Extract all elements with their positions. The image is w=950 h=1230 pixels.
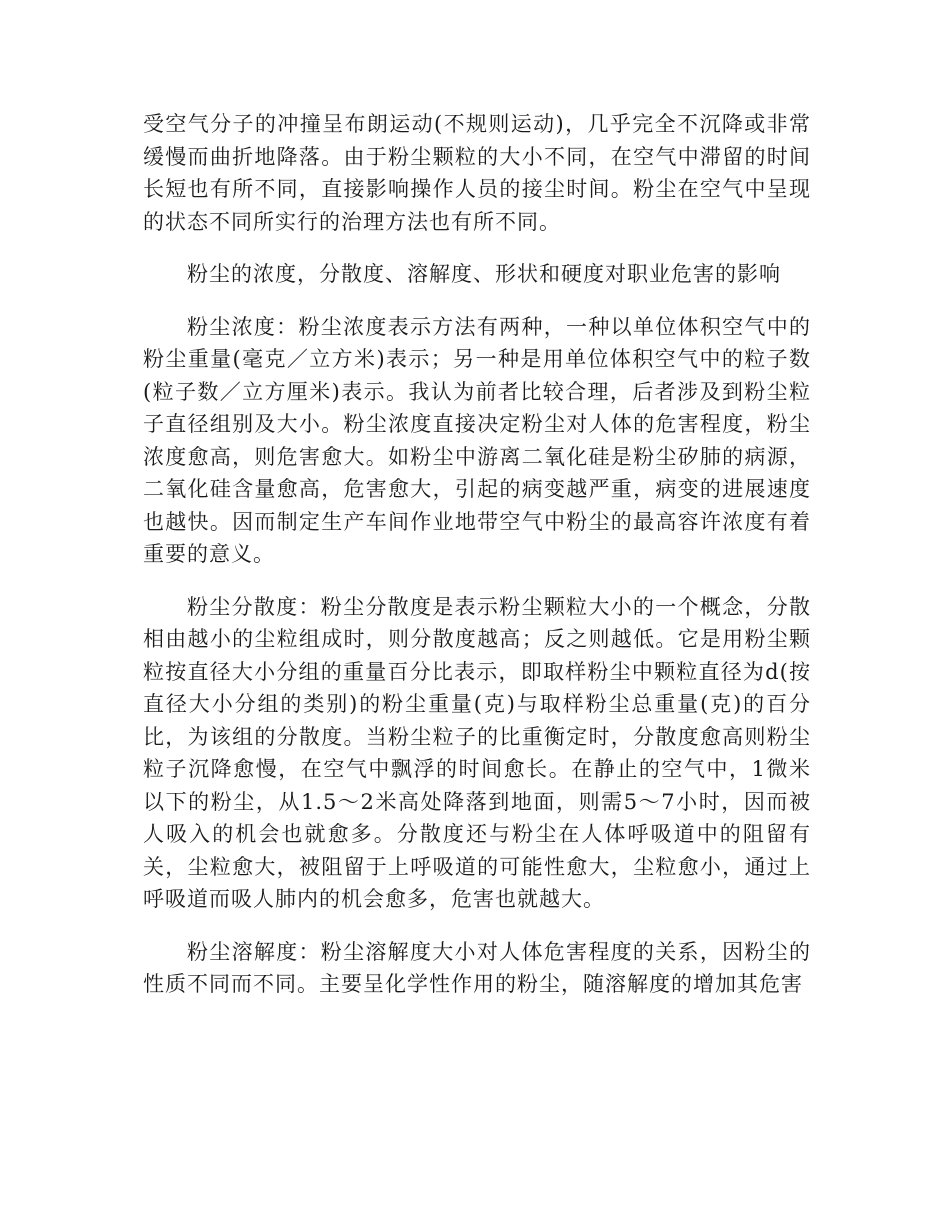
paragraph-dust-dispersion: 粉尘分散度：粉尘分散度是表示粉尘颗粒大小的一个概念，分散相由越小的尘粒组成时，则分散度越高；反之则越低。它是用粉尘颗粒按直径大小分组的重量百分比表示，即取样粉尘中颗粒直径为d(按直径大小分组的类别)的粉尘重量(克)与取样粉尘总重量(克)的百分比，为该组的分散度。当粉尘粒子的比重衡定时，分散度愈高则粉尘粒子沉降愈慢，在空气中飘浮的时间愈长。在静止的空气中，1微米以下的粉尘，从1.5～2米高处降落到地面，则需5～7小时，因而被人吸入的机会也就愈多。分散度还与粉尘在人体呼吸道中的阻留有关，尘粒愈大，被阻留于上呼吸道的可能性愈大，尘粒愈小，通过上呼吸道而吸人肺内的机会愈多，危害也就越大。 bbox=[143, 594, 811, 911]
paragraph-dust-solubility: 粉尘溶解度：粉尘溶解度大小对人体危害程度的关系，因粉尘的性质不同而不同。主要呈化学性作用的粉尘，随溶解度的增加其危害 bbox=[143, 939, 811, 996]
paragraph-continuation: 受空气分子的冲撞呈布朗运动(不规则运动)，几乎完全不沉降或非常缓慢而曲折地降落。由于粉尘颗粒的大小不同，在空气中滞留的时间长短也有所不同，直接影响操作人员的接尘时间。粉尘在空气中呈现的状态不同所实行的治理方法也有所不同。 bbox=[143, 112, 811, 234]
document-body bbox=[143, 108, 811, 1021]
section-heading: 粉尘的浓度，分散度、溶解度、形状和硬度对职业危害的影响 bbox=[187, 262, 781, 286]
paragraph-dust-concentration: 粉尘浓度：粉尘浓度表示方法有两种，一种以单位体积空气中的粉尘重量(毫克／立方米)表示；另一种是用单位体积空气中的粒子数(粒子数／立方厘米)表示。我认为前者比较合理，后者涉及到粉尘粒子直径组别及大小。粉尘浓度直接决定粉尘对人体的危害程度，粉尘浓度愈高，则危害愈大。如粉尘中游离二氧化硅是粉尘矽肺的病源，二氧化硅含量愈高，危害愈大，引起的病变越严重，病变的进展速度也越快。因而制定生产车间作业地带空气中粉尘的最高容许浓度有着重要的意义。 bbox=[143, 314, 811, 566]
